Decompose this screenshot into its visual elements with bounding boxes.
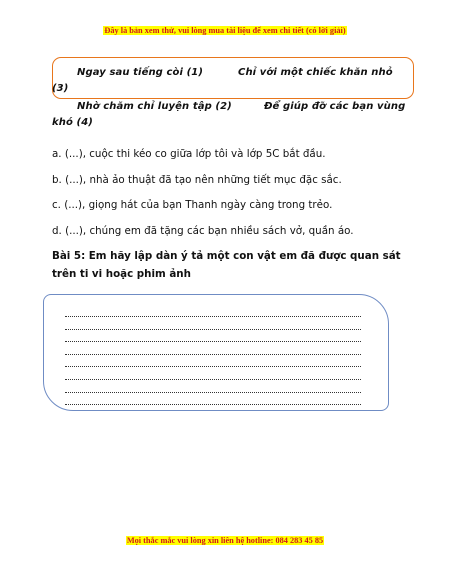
- answer-dotted-line: [65, 404, 361, 405]
- option-2: Nhờ chăm chỉ luyện tập (2): [77, 101, 232, 112]
- answer-dotted-line: [65, 392, 361, 393]
- option-3: Chỉ với một chiếc khăn nhỏ: [238, 67, 393, 78]
- answer-dotted-line: [65, 329, 361, 330]
- options-box: [52, 57, 414, 99]
- answer-box: [43, 294, 389, 411]
- preview-notice: [0, 26, 450, 35]
- exercise-c: c. (...), giọng hát của bạn Thanh ngày càng trong trẻo.: [52, 199, 333, 211]
- exercise-b: b. (...), nhà ảo thuật đã tạo nên những tiết mục đặc sắc.: [52, 174, 342, 186]
- option-1: Ngay sau tiếng còi (1): [77, 67, 204, 78]
- task-5-title: Bài 5: Em hãy lập dàn ý tả một con vật em đã được quan sát: [52, 250, 401, 262]
- task-5-title-cont: trên ti vi hoặc phim ảnh: [52, 268, 191, 280]
- exercise-d: d. (...), chúng em đã tặng các bạn nhiều sách vở, quần áo.: [52, 225, 354, 237]
- hotline-notice-text: Mọi thắc mắc vui lòng xin liên hệ hotline: 084 283 45 85: [126, 536, 324, 545]
- answer-dotted-line: [65, 341, 361, 342]
- exercise-a: a. (...), cuộc thi kéo co giữa lớp tôi và lớp 5C bắt đầu.: [52, 148, 326, 160]
- answer-dotted-line: [65, 354, 361, 355]
- answer-dotted-line: [65, 366, 361, 367]
- preview-notice-text: Đây là bản xem thử, vui lòng mua tài liệu để xem chi tiết (có lời giải): [104, 26, 346, 35]
- answer-dotted-line: [65, 316, 361, 317]
- option-4-cont: khó (4): [52, 117, 93, 128]
- option-3-number: (3): [52, 83, 69, 94]
- answer-dotted-line: [65, 379, 361, 380]
- option-4: Để giúp đỡ các bạn vùng: [264, 101, 406, 112]
- hotline-notice: [0, 536, 450, 545]
